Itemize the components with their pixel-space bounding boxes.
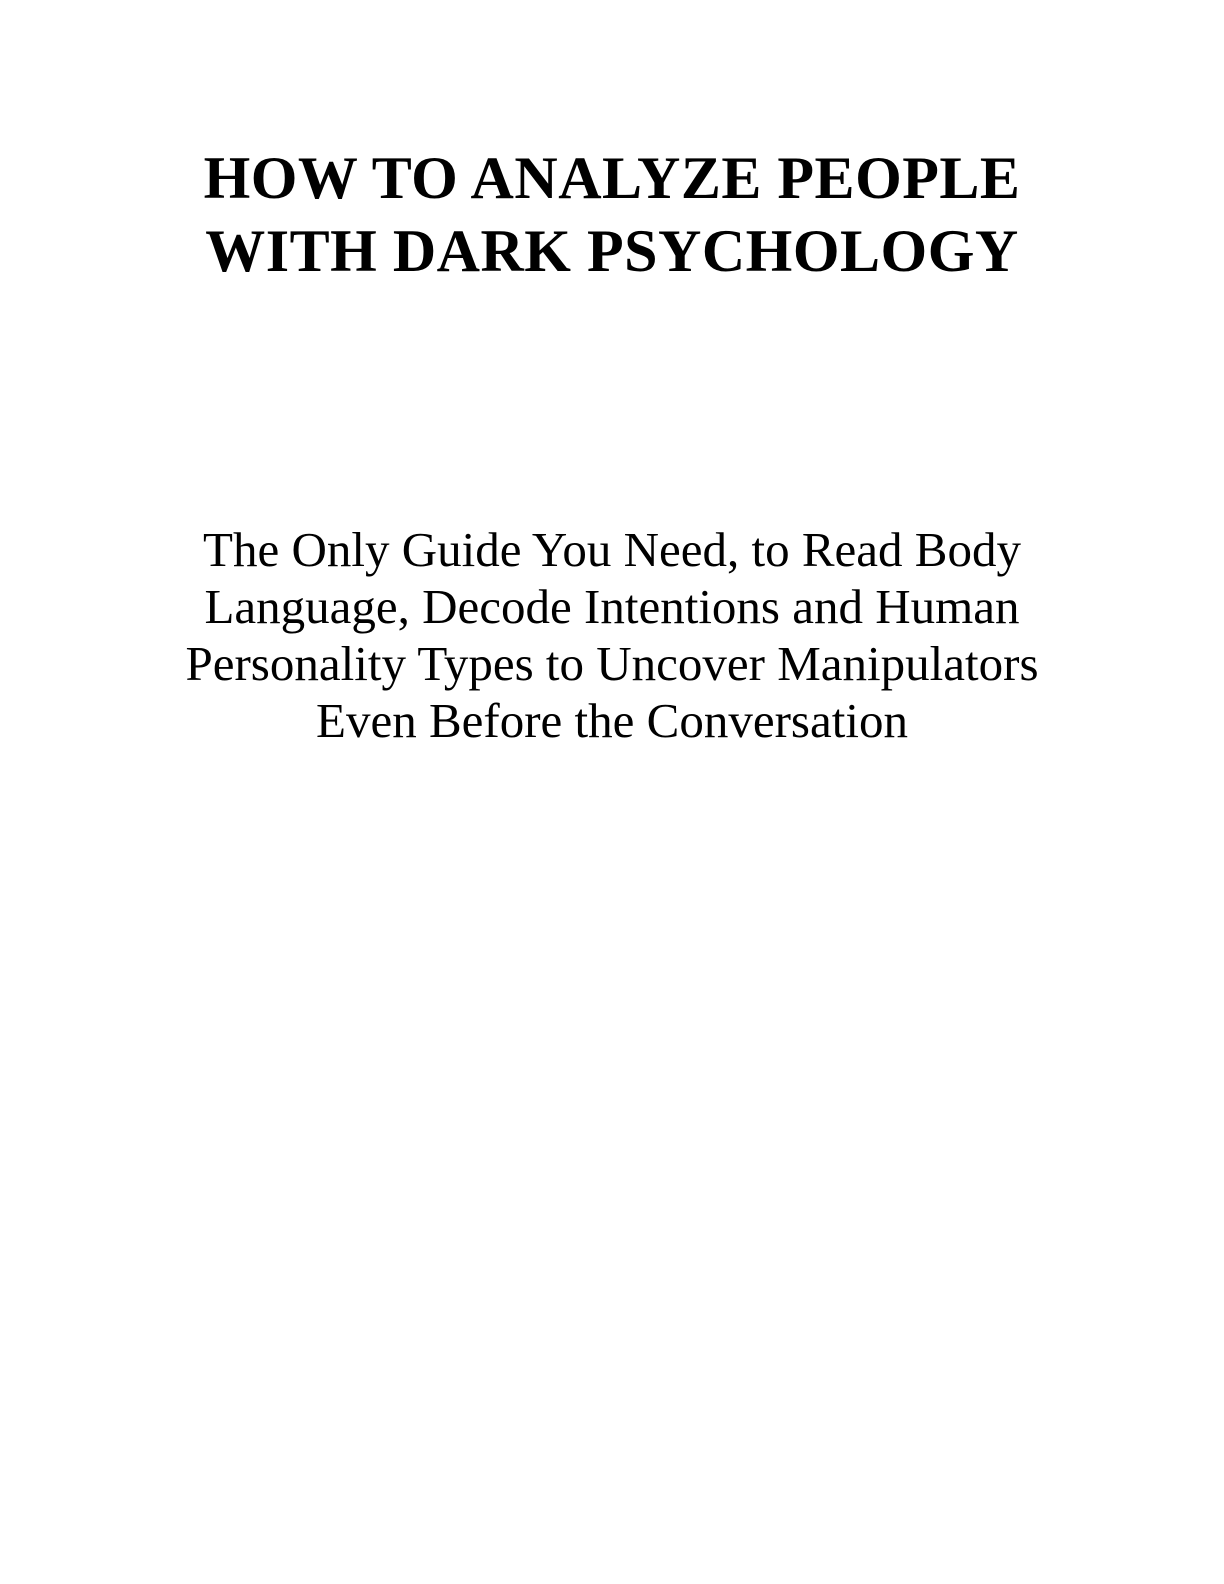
- book-title-line-1: HOW TO ANALYZE PEOPLE: [203, 145, 1021, 211]
- book-subtitle-line-3: Personality Types to Uncover Manipulators: [185, 636, 1039, 691]
- book-subtitle: [122, 521, 1102, 749]
- book-subtitle-line-2: Language, Decode Intentions and Human: [204, 579, 1020, 634]
- book-title: [122, 142, 1102, 288]
- book-title-line-2: WITH DARK PSYCHOLOGY: [205, 218, 1019, 284]
- book-subtitle-line-4: Even Before the Conversation: [316, 693, 908, 748]
- book-subtitle-line-1: The Only Guide You Need, to Read Body: [203, 522, 1021, 577]
